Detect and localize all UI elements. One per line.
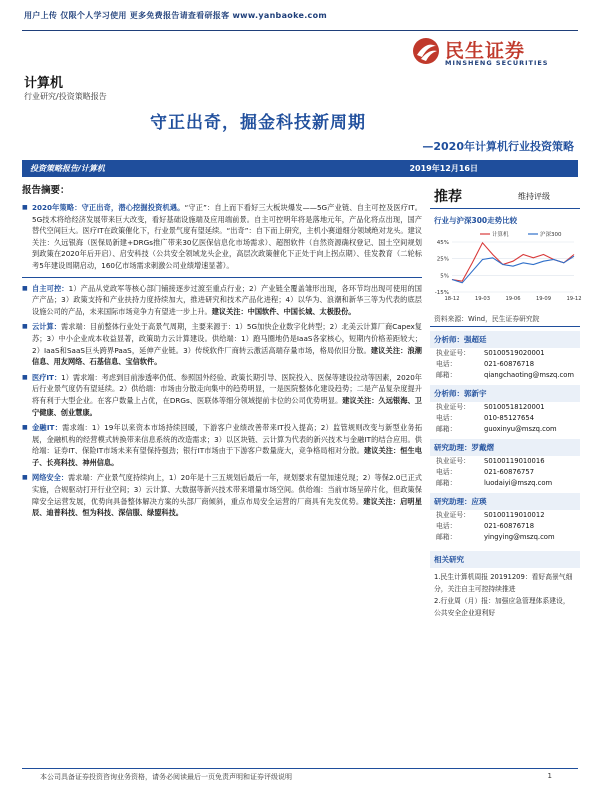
paragraph-body: “守正”：自上而下看好三大板块爆发——5G产业链、自主可控及医疗IT。5G技术将给经济发展带来巨大改变，看好基础设施端及应用端前景。自主可控明年将是落地元年，产品化将点出现，国产替代空间巨大。医疗IT在政策催化下，行业景气度有望延续。“出奇”：自下而上研究，主机小赛道细分领域绝对龙头。建议关注：久远银海（医保局新建+DRGs推广带来30亿医保信息化市场需求）、超图软件（自然资源确权登记、国土空间规划到政策在2020年后开启）、启安科技（公共安全领域龙头企业，高层次政策催化下正处于向上拐点期）、佳发教育（二轮标考5年建设周期启动，160亿市场需求刺激公司业绩增速显著）。 (32, 203, 422, 270)
info-key: 电话： (436, 414, 457, 422)
footer-disclaimer: 本公司具备证券投资咨询业务资格，请务必阅读最后一页免责声明和证券评级说明 (40, 773, 292, 781)
analyst-info-row (430, 456, 580, 467)
analyst-email[interactable]: guoxinyu@mszq.com (484, 425, 557, 433)
x-tick-label: 19-09 (535, 296, 552, 302)
rating-block (430, 182, 580, 208)
paragraph-recommendation: 建议关注：启明星辰、迪普科技、恒为科技、深信服、绿盟科技。 (32, 496, 422, 518)
paragraph-lead: 医疗IT： (32, 372, 62, 382)
info-value: S0100119010012 (484, 511, 545, 519)
analyst-list (430, 331, 580, 543)
sidebar-divider (430, 326, 580, 327)
paragraph-recommendation: 建议关注：恒生电子、长亮科技、神州信息。 (32, 446, 422, 467)
summary-paragraph (22, 372, 422, 418)
footer-divider (22, 768, 578, 769)
series-line-1 (452, 256, 574, 283)
analyst-info-row (430, 359, 580, 370)
logo-mark-icon (411, 36, 441, 66)
info-key: 电话： (436, 522, 457, 530)
analyst-heading: 研究助理：罗戴熠 (430, 439, 580, 456)
rating-label: 推荐 (434, 189, 462, 205)
paragraph-recommendation: 建议关注：浪潮信息、用友网络、石基信息、宝信软件。 (32, 345, 422, 367)
trend-chart (430, 228, 580, 306)
info-value: 021-60876718 (484, 360, 535, 368)
info-key: 邮箱： (436, 479, 457, 487)
summary-heading: 报告摘要： (22, 185, 70, 196)
category-bar (22, 160, 578, 177)
y-tick-label: 45% (436, 240, 449, 246)
paragraph-body: 需求端：目前整体行业处于高景气周期，主要来源于：1）5G加快企业数字化转型；2）北美云计算厂商Capex复苏；3）中小企业成本收益显著，政策助力云计算建设。供给端：1）跑马圈地仍是IaaS各家核心，短期内价格差距较大；2）IaaS和SaaS巨头跨界PaaS，延伸产业链。3）传统软件厂商转云激活高端存量市场，格局依旧分散。 (32, 322, 422, 355)
analyst-info-row (430, 532, 580, 543)
report-subtitle: —2020年计算机行业投资策略 (422, 140, 574, 153)
summary-paragraph (22, 283, 422, 318)
info-value: S0100518120001 (484, 403, 545, 411)
info-value: 010-85127654 (484, 414, 535, 422)
analyst-email[interactable]: qiangchaoting@mszq.com (484, 371, 575, 379)
legend-label: 沪深300 (540, 232, 562, 238)
logo-name: 民生证券 (445, 40, 526, 62)
y-tick-label: 5% (440, 273, 449, 280)
info-key: 邮箱： (436, 533, 457, 541)
sidebar-column (430, 182, 580, 622)
report-date: 2019年12月16日 (409, 164, 478, 173)
chart-source: 资料来源：Wind，民生证券研究院 (434, 315, 540, 323)
paragraph-lead: 自主可控： (32, 283, 69, 293)
paragraph-body: 1）产品从党政军等核心部门铺接逐步过渡至重点行业；2）产业链全覆盖雏形出现，各环节均出现可使用的国产产品；3）政策支持和产业扶持力度持续加大，推进研究和技术产品化进程；4）以华为、浪潮和新华三等为代表的底层设施公司的产品，未来国际市场竞争力有望进一步上升。 (32, 283, 422, 316)
related-heading: 相关研究 (430, 551, 580, 568)
chart-title: 行业与沪深300走势比较 (434, 216, 518, 225)
paragraph-recommendation: 建议关注：中国软件、中国长城、太极股份。 (211, 306, 356, 316)
x-tick-label: 19-03 (474, 296, 491, 302)
summary-column (22, 182, 422, 523)
logo-english: MINSHENG SECURITIES (445, 59, 549, 67)
analyst-heading: 分析师：郭新宇 (430, 385, 580, 402)
info-key: 执业证号： (436, 349, 470, 357)
info-key: 执业证号： (436, 457, 470, 465)
related-item[interactable]: 1.民生计算机周报 20191209：看好高景气细分，关注自主可控持续推进 (434, 573, 573, 593)
analyst-email[interactable]: yingying@mszq.com (484, 533, 555, 541)
paragraph-recommendation: 建议关注：久远银海、卫宁健康、创业慧康。 (32, 395, 422, 417)
info-value: 021-60876718 (484, 522, 535, 530)
top-notice: 用户上传 仅限个人学习使用 更多免费报告请查看研报客 www.yanbaoke.com (24, 11, 328, 20)
paragraph-lead: 2020年策略：守正出奇，潜心挖掘投资机遇。 (32, 203, 185, 212)
info-key: 邮箱： (436, 371, 457, 379)
paragraph-body: 1）需求端：考虑到目前渗透率仍低、参照国外经验、政策长期引导、医院投入、医保等建设拉动等因素，2020年后行业景气度仍有望延续。2）供给端：市场由分散走向集中的趋势明显，一是医院整体化建设趋势；二是产品复杂度提升将有利于大型企业。在客户数量上占优，在DRGs、医联体等细分领域提前卡位的公司优势明显。 (32, 372, 422, 405)
top-divider (22, 30, 578, 31)
x-tick-label: 18-12 (444, 296, 460, 302)
info-value: S0100119010016 (484, 457, 545, 465)
info-value: S0100519020001 (484, 349, 545, 357)
info-key: 电话： (436, 468, 457, 476)
paragraph-lead: 金融IT： (32, 423, 63, 433)
analyst-info-row (430, 467, 580, 478)
report-title: 守正出奇，掘金科技新周期 (150, 113, 366, 133)
y-tick-label: 25% (436, 256, 449, 263)
analyst-info-row (430, 402, 580, 413)
info-key: 邮箱： (436, 425, 457, 433)
paragraph-lead: 云计算： (32, 322, 62, 332)
legend-label: 计算机 (492, 232, 509, 238)
paragraph-lead: 网络安全： (32, 473, 69, 483)
rating-sub: 维持评级 (518, 192, 550, 201)
summary-paragraph (22, 472, 422, 518)
x-tick-label: 19-12 (566, 296, 582, 302)
related-item[interactable]: 2.行业周（月）报：加强应急管理体系建设，公共安全企业迎利好 (434, 597, 570, 617)
analyst-info-row (430, 521, 580, 532)
info-key: 执业证号： (436, 511, 470, 519)
analyst-email[interactable]: luodaiyi@mszq.com (484, 479, 553, 487)
category-label: 投资策略报告/计算机 (30, 164, 105, 173)
summary-paragraph (22, 422, 422, 468)
company-logo (411, 34, 576, 70)
sector-name: 计算机 (24, 76, 64, 91)
info-value: 021-60876757 (484, 468, 535, 476)
paragraph-body: 需求端：产业景气度持续向上，1）20年是十三五规划后最后一年，规划要求有望加速兑现；2）等保2.0已正式实施，合规驱动打开行业空间；3）云计算、大数据等新兴技术带来增量市场空间。供给端：当前市场呈碎片化，但政策保障安全运营发展，优势向具备整体解决方案的头部厂商倾斜，重点布局安全运营的厂商具有先发优势。 (32, 473, 422, 506)
sidebar-divider (430, 208, 580, 209)
page-number: 1 (547, 772, 552, 780)
related-list (430, 568, 580, 622)
paragraph-body: 需求端：1）19年以来资本市场持续回暖，下游客户业绩改善带来IT投入提高；2）监管规则改变与新型业务拓展，金融机构的经营模式转换带来信息系统的改造需求；3）以区块链、云计算为代表的新兴技术与金融IT的结合应用。供给端：证券IT、保险IT市场未来有望保持强劲；银行IT市场由于下游客户数量庞大，竞争格局相对分散。 (32, 423, 423, 456)
x-tick-label: 19-06 (505, 296, 521, 302)
analyst-info-row (430, 348, 580, 359)
summary-paragraph (22, 202, 422, 272)
analyst-info-row (430, 510, 580, 521)
report-type: 行业研究/投资策略报告 (24, 92, 107, 101)
summary-paragraph (22, 321, 422, 367)
y-tick-label: -15% (434, 290, 449, 296)
analyst-info-row (430, 424, 580, 435)
analyst-heading: 研究助理：应瑛 (430, 493, 580, 510)
analyst-info-row (430, 413, 580, 424)
info-key: 电话： (436, 360, 457, 368)
section-divider (22, 277, 422, 278)
info-key: 执业证号： (436, 403, 470, 411)
analyst-heading: 分析师：强超廷 (430, 331, 580, 348)
analyst-info-row (430, 370, 580, 381)
analyst-info-row (430, 478, 580, 489)
